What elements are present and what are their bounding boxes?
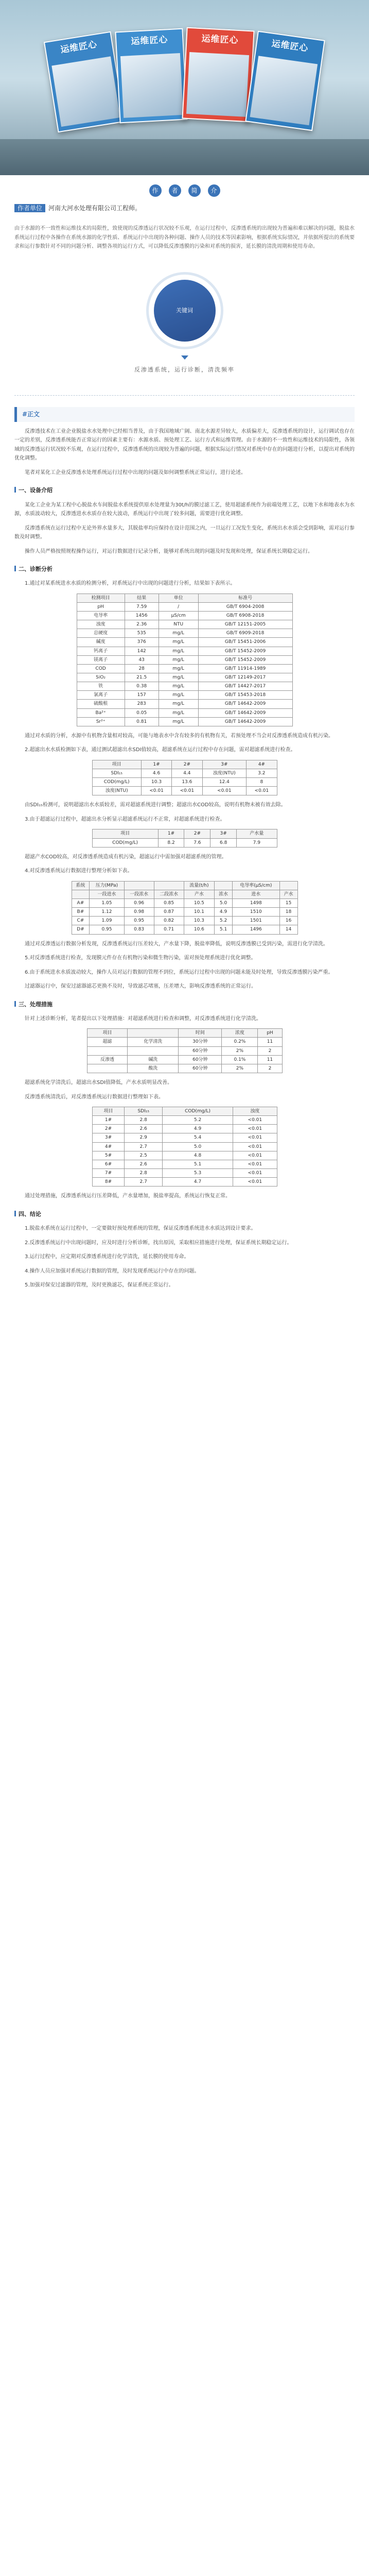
table-row (77, 682, 292, 691)
table-cell: / (159, 602, 198, 611)
table-cell: 碱洗 (128, 1055, 179, 1064)
table-header-cell: 3# (210, 829, 237, 838)
table-cell: 4.9 (215, 908, 233, 917)
table-cell: Sr²⁺ (77, 717, 125, 726)
paragraph: 超滤系统化学清洗后，超滤出水SDI值降低，产水水质明显改善。 (25, 1080, 172, 1086)
table-row (77, 602, 292, 611)
table-cell: 30分钟 (179, 1038, 222, 1046)
table-cell: 8 (247, 778, 277, 787)
table-cell: 2.7 (125, 1178, 162, 1187)
heading: 四、结论 (14, 1209, 355, 1219)
table-row (72, 925, 297, 934)
table-cell: SDI₁₅ (92, 769, 141, 778)
table-header-cell: 浓度 (222, 1029, 258, 1038)
table-row (92, 1178, 277, 1187)
table-header-cell: 4# (247, 760, 277, 769)
tag-char: 介 (208, 184, 220, 197)
after-cleaning-table (92, 1107, 277, 1187)
table-cell: GB/T 14427-2017 (198, 682, 292, 691)
table-cell: GB/T 6909-2018 (198, 629, 292, 638)
table-cell: GB/T 14642-2009 (198, 700, 292, 708)
table-cell: 7.6 (184, 838, 210, 847)
table-cell: 43 (125, 655, 159, 664)
table-cell: 0.87 (154, 908, 184, 917)
table-cell: 0.85 (154, 899, 184, 907)
table-row (87, 1046, 282, 1055)
paragraph: 某化工企业为某工程中心脱盐水车间脱盐水系统提供原水处理量为30t/h的膜过滤工艺，使用超滤系统作为前端处理工艺，以地下水和地表水为水源，水质波动较大，反渗透进水水质存在较大波动，系统运行中出现了较多问题，需要进行优化调整。 (14, 502, 355, 517)
table-cell: 16 (279, 917, 297, 925)
table-cell: Ba²⁺ (77, 708, 125, 717)
table-header-cell (215, 881, 233, 890)
table-cell: 8# (92, 1178, 125, 1187)
paragraph: 6.由于系统进水水质波动较大，操作人员对运行数据的管理不到位，系统运行过程中出现的问题未能及时处理，导致反渗透膜污染严重。 (25, 969, 333, 975)
paragraph: 反渗透技术在工业企业脱盐水水处理中已经相当普及，由于我国地域广阔、南北水源差异较大，水质偏差大，反渗透系统的设计，运行调试也存在一定的差别，反渗透系统能否正常运行的因素主要有：水源水质、预处理工艺、运行方式和运维管理。由于水源的不一致性和运维技术的局限性，各领域的反渗透运行状况较不乐观，在运行过程中，反渗透系统的出现较为普遍的问题，根据实际运行情况对系统中存在的问题进行分析，以提出对系统的优化调整。 (14, 428, 355, 462)
table-cell: 2% (222, 1064, 258, 1073)
table-row (77, 629, 292, 638)
table-cell: mg/L (159, 717, 198, 726)
table-cell (87, 1064, 128, 1073)
table-cell: <0.01 (233, 1160, 277, 1168)
table-cell: 0.1% (222, 1055, 258, 1064)
table-cell: 10.3 (184, 917, 215, 925)
table-header-cell: 二段浓水 (154, 890, 184, 899)
table-cell: 18 (279, 908, 297, 917)
table-cell: 14 (279, 925, 297, 934)
table-header-cell: 项目 (87, 1029, 128, 1038)
table-cell: 535 (125, 629, 159, 638)
table-header-cell: 检测项目 (77, 594, 125, 602)
paragraph: 通过对反渗透运行数据分析发现，反渗透系统运行压差较大，产水量下降，脱盐率降低，说明反渗透膜已受到污染，需进行化学清洗。 (25, 941, 328, 947)
tag-char: 者 (169, 184, 181, 197)
table-cell: 60分钟 (179, 1055, 222, 1064)
uf-cod-table (92, 829, 277, 847)
table-cell: <0.01 (233, 1125, 277, 1133)
table-cell: 浊度(NTU) (202, 769, 247, 778)
table-cell: mg/L (159, 629, 198, 638)
table-cell: 2.7 (125, 1142, 162, 1151)
table-header-cell: 电导率(μS/cm) (232, 881, 279, 890)
paragraph: 1.通过对某系统进水水质的检测分析，对系统运行中出现的问题进行分析，结果如下表所示。 (25, 581, 236, 587)
table-cell: 7.9 (237, 838, 277, 847)
table-cell: 10.3 (141, 778, 171, 787)
table-row (77, 700, 292, 708)
magazine-cover: 运维匠心 (115, 28, 187, 124)
table-cell: COD(mg/L) (92, 778, 141, 787)
section-header: #正文 (14, 407, 355, 422)
table-cell: 1# (92, 1116, 125, 1125)
keywords-ring-text: 关键词 (176, 307, 193, 314)
table-cell: 0.96 (124, 899, 154, 907)
table-row (77, 673, 292, 682)
table-cell: 超滤 (87, 1038, 128, 1046)
table-row (92, 769, 277, 778)
table-cell: 60分钟 (179, 1046, 222, 1055)
paragraph: 通过处理措施，反渗透系统运行压差降低，产水量增加，脱盐率提高，系统运行恢复正常。 (25, 1193, 231, 1199)
table-cell: mg/L (159, 682, 198, 691)
table-row (77, 638, 292, 647)
table-cell: 钙离子 (77, 647, 125, 655)
table-cell: GB/T 15452-2009 (198, 655, 292, 664)
table-cell: <0.01 (247, 787, 277, 795)
table-row (92, 787, 277, 795)
table-cell: <0.01 (172, 787, 202, 795)
table-cell: 28 (125, 664, 159, 673)
table-cell: mg/L (159, 647, 198, 655)
table-cell: <0.01 (202, 787, 247, 795)
table-cell: 6# (92, 1160, 125, 1168)
table-cell: 1498 (232, 899, 279, 907)
table-row (77, 647, 292, 655)
paragraph: 1.脱盐水系统在运行过程中，一定要做好预处理系统的管理，保证反渗透系统进水水质达到设计要求。 (25, 1226, 256, 1232)
table-row (92, 1168, 277, 1177)
table-cell: 碱度 (77, 638, 125, 647)
table-row (87, 1055, 282, 1064)
table-cell: 4.4 (172, 769, 202, 778)
table-cell: 0.71 (154, 925, 184, 934)
table-cell: GB/T 6904-2008 (198, 602, 292, 611)
table-cell: 3.2 (247, 769, 277, 778)
table-row (92, 1151, 277, 1160)
table-cell: 3# (92, 1133, 125, 1142)
table-cell: GB/T 14642-2009 (198, 717, 292, 726)
table-header-cell: 系统 (72, 881, 90, 890)
table-row (77, 717, 292, 726)
heading: 一、设备介绍 (14, 485, 355, 495)
table-row (87, 1064, 282, 1073)
table-cell: 0.83 (124, 925, 154, 934)
table-header-cell (154, 881, 184, 890)
intro-paragraph: 由于水源的不一致性和运维技术的局限性，致使现的反渗透运行状况较不乐观，在运行过程中，反渗透系统的出现较为普遍和难以解决的问题，脱盐水系统运行过程中各操作在系统水源的化学性质、系统运行中出现的各种问题、操作人员的技术等因素影响，根据系统实际情况，并依据所提出的系统要求和运行参数针对不同的问题分析、调整各项的运行方式，可以降低反渗透膜的污染和对系统的损害，延长膜的清洗周期和使用寿命。 (14, 226, 355, 249)
table-cell: 2.9 (125, 1133, 162, 1142)
table-header-cell (72, 890, 90, 899)
table-header-cell: 项目 (92, 760, 141, 769)
table-cell: GB/T 15451-2006 (198, 638, 292, 647)
keywords-badge (146, 272, 223, 349)
table-cell: 5# (92, 1151, 125, 1160)
table-header-cell: 一段浓水 (124, 890, 154, 899)
keywords-line: 反渗透系统，运行诊断，清洗频率 (134, 366, 235, 373)
table-cell: mg/L (159, 655, 198, 664)
table-header-cell: 1# (141, 760, 171, 769)
table-cell: C# (72, 917, 90, 925)
table-row (92, 1160, 277, 1168)
table-cell: COD (77, 664, 125, 673)
table-cell: 2.8 (125, 1168, 162, 1177)
table-cell: SiO₂ (77, 673, 125, 682)
table-cell: 142 (125, 647, 159, 655)
table-cell: 0.05 (125, 708, 159, 717)
table-cell (87, 1046, 128, 1055)
table-cell: 7# (92, 1168, 125, 1177)
table-cell: 反渗透 (87, 1055, 128, 1064)
table-cell: 2% (222, 1046, 258, 1055)
table-row (77, 708, 292, 717)
table-cell: 5.1 (215, 925, 233, 934)
divider (14, 395, 355, 396)
table-cell: <0.01 (141, 787, 171, 795)
table-cell: B# (72, 908, 90, 917)
table-header-cell: pH (258, 1029, 282, 1038)
table-cell: GB/T 6908-2018 (198, 612, 292, 620)
table-cell: 化学清洗 (128, 1038, 179, 1046)
paragraph: 针对上述诊断分析，笔者提出以下处理措施：对超滤系统进行检查和调整，对反渗透系统进行化学清洗。 (25, 1015, 261, 1022)
cleaning-table (87, 1028, 283, 1073)
table-header-cell: 结果 (125, 594, 159, 602)
table-header-cell: 3# (202, 760, 247, 769)
table-cell: 2.5 (125, 1151, 162, 1160)
author-intro-tags (0, 184, 369, 197)
table-cell: 0.81 (125, 717, 159, 726)
tag-char: 简 (188, 184, 201, 197)
table-row (92, 838, 277, 847)
table-row (92, 1133, 277, 1142)
table-cell: 总硬度 (77, 629, 125, 638)
paragraph: 操作人员严格按照规程操作运行，对运行数据进行记录分析，能够对系统出现的问题及时发现和处理，保证系统长期稳定运行。 (25, 548, 313, 554)
author-line (14, 203, 355, 214)
paragraph: 4.操作人员应加强对系统运行数据的管理，及时发现系统运行中存在的问题。 (25, 1268, 200, 1274)
table-cell: GB/T 12151-2005 (198, 620, 292, 629)
table-cell: mg/L (159, 691, 198, 700)
table-cell: 酸洗 (128, 1064, 179, 1073)
table-cell: 1.12 (90, 908, 124, 917)
table-cell: mg/L (159, 708, 198, 717)
table-cell: 10.1 (184, 908, 215, 917)
table-cell: 283 (125, 700, 159, 708)
table-header-cell: 时间 (179, 1029, 222, 1038)
table-cell: 5.0 (162, 1142, 233, 1151)
table-cell: NTU (159, 620, 198, 629)
table-cell: 1.05 (90, 899, 124, 907)
table-header-cell: 产水 (184, 890, 215, 899)
tag-char: 作 (149, 184, 162, 197)
table-header-cell: 项目 (92, 1107, 125, 1116)
table-cell: 21.5 (125, 673, 159, 682)
table-cell: 5.2 (162, 1116, 233, 1125)
table-cell: mg/L (159, 664, 198, 673)
table-cell: 硫酸根 (77, 700, 125, 708)
table-cell: 5.0 (215, 899, 233, 907)
table-row (77, 620, 292, 629)
table-cell: <0.01 (233, 1168, 277, 1177)
table-cell: 1.09 (90, 917, 124, 925)
table-header-cell: 标准号 (198, 594, 292, 602)
table-row (72, 908, 297, 917)
table-cell: 氯离子 (77, 691, 125, 700)
paragraph: 5.对反渗透系统进行检查，发现膜元件存在有机物污染和微生物污染，需对预处理系统进行优化调整。 (25, 955, 256, 961)
author-label: 作者单位 (14, 204, 45, 212)
table-row (87, 1038, 282, 1046)
table-cell: GB/T 14642-2009 (198, 708, 292, 717)
table-cell: 1496 (232, 925, 279, 934)
paragraph: 2.超滤出水水质检测如下表，通过测试超滤出水SDI值较高，超滤系统在运行过程中存在问题，需对超滤系统进行检查。 (25, 747, 296, 753)
table-cell: 5.4 (162, 1133, 233, 1142)
paragraph: 过滤器运行中，保安过滤器滤芯更换不及时，导致滤芯堵塞，压差增大，影响反渗透系统的正常运行。 (25, 984, 256, 990)
table-cell: 13.6 (172, 778, 202, 787)
magazine-cover: 运维匠心 (44, 31, 125, 132)
table-cell: mg/L (159, 700, 198, 708)
table-row (77, 691, 292, 700)
paragraph: 反渗透系统清洗后，对反渗透系统运行数据进行整理如下表。 (25, 1094, 164, 1100)
hero-banner (0, 0, 369, 175)
table-header-cell: 1# (158, 829, 184, 838)
table-cell: D# (72, 925, 90, 934)
table-header-cell: COD(mg/L) (162, 1107, 233, 1116)
table-cell: <0.01 (233, 1133, 277, 1142)
table-cell: 6.8 (210, 838, 237, 847)
table-cell: 4# (92, 1142, 125, 1151)
table-header-cell: 进水 (232, 890, 279, 899)
uf-output-table (92, 760, 277, 796)
table-cell: 4.9 (162, 1125, 233, 1133)
table-cell: 8.2 (158, 838, 184, 847)
paragraph: 由SDI₁₅检测可，说明超滤出水水质较差，需对超滤系统进行调整；超滤出水COD较高，说明有机物未被有效去除。 (25, 802, 286, 808)
table-cell: <0.01 (233, 1116, 277, 1125)
table-cell: 60分钟 (179, 1064, 222, 1073)
table-cell: 5.2 (215, 917, 233, 925)
table-cell: μS/cm (159, 612, 198, 620)
table-cell: 4.7 (162, 1178, 233, 1187)
heading: 三、处理措施 (14, 999, 355, 1009)
table-cell: COD(mg/L) (92, 838, 158, 847)
table-header-cell: 一段进水 (90, 890, 124, 899)
table-cell: 浊度 (77, 620, 125, 629)
table-cell: 2 (258, 1064, 282, 1073)
table-cell: 浊度(NTU) (92, 787, 141, 795)
table-cell: <0.01 (233, 1151, 277, 1160)
table-cell: 0.95 (90, 925, 124, 934)
paragraph: 通过对水质的分析，水源中有机物含量相对较高，可能与地表水中含有较多的有机物有关，若预处理不当会对反渗透系统造成有机污染。 (25, 733, 333, 739)
table-row (72, 917, 297, 925)
table-cell: 2.6 (125, 1125, 162, 1133)
table-header-cell: 流量(t/h) (184, 881, 215, 890)
ro-operation-table (72, 881, 298, 935)
table-row (92, 1125, 277, 1133)
table-cell: 376 (125, 638, 159, 647)
table-row (92, 1142, 277, 1151)
table-header-cell: 浊度 (233, 1107, 277, 1116)
table-cell: 电导率 (77, 612, 125, 620)
table-cell: 4.8 (162, 1151, 233, 1160)
table-row (92, 1116, 277, 1125)
table-cell: 1456 (125, 612, 159, 620)
magazine-cover: 运维匠心 (182, 27, 254, 123)
table-header-cell: 产水 (279, 890, 297, 899)
table-row (92, 778, 277, 787)
table-cell: GB/T 11914-1989 (198, 664, 292, 673)
table-cell: GB/T 15452-2009 (198, 647, 292, 655)
chevron-down-icon (181, 355, 188, 360)
table-cell: 10.6 (184, 925, 215, 934)
table-header-cell: 2# (172, 760, 202, 769)
table-row (72, 899, 297, 907)
table-cell: 157 (125, 691, 159, 700)
table-cell: 1510 (232, 908, 279, 917)
table-row (77, 612, 292, 620)
table-cell: 5.3 (162, 1168, 233, 1177)
table-header-cell (124, 881, 154, 890)
table-cell: 镁离子 (77, 655, 125, 664)
paragraph: 笔者对某化工企业反渗透水处理系统运行过程中出现的问题及如何调整系统正常运行，进行论述。 (25, 469, 246, 476)
table-cell: 15 (279, 899, 297, 907)
table-cell: 0.98 (124, 908, 154, 917)
paragraph: 2.反渗透系统运行中出现问题时，应及时进行分析诊断，找出原因，采取相应措施进行处理，保证系统长期稳定运行。 (25, 1240, 292, 1246)
table-cell: pH (77, 602, 125, 611)
table-cell: 0.82 (154, 917, 184, 925)
table-cell: 7.59 (125, 602, 159, 611)
table-cell: 11 (258, 1038, 282, 1046)
paragraph: 5.加强对保安过滤器的管理，及时更换滤芯，保证系统正常运行。 (25, 1282, 174, 1289)
table-cell: 4.6 (141, 769, 171, 778)
author-value: 河南大河水处理有限公司工程师。 (48, 205, 142, 212)
paragraph: 反渗透系统在运行过程中无论外界水量多大，其脱盐率均应保持在设计范围之内，一旦运行工况发生变化，系统出水水质会受到影响，需对运行参数及时调整。 (14, 525, 355, 540)
table-header-cell: 项目 (92, 829, 158, 838)
table-cell: 2.8 (125, 1116, 162, 1125)
table-header-cell (279, 881, 297, 890)
table-header-cell: 2# (184, 829, 210, 838)
table-cell: 2.36 (125, 620, 159, 629)
table-cell: GB/T 15453-2018 (198, 691, 292, 700)
table-cell: GB/T 12149-2017 (198, 673, 292, 682)
heading: 二、诊断分析 (14, 564, 355, 574)
paragraph: 3.由于超滤运行过程中，超滤出水分析显示超滤系统运行不正常，对超滤系统进行检查。 (25, 816, 225, 822)
paragraph: 3.运行过程中，应定期对反渗透系统进行化学清洗，延长膜的使用寿命。 (25, 1254, 189, 1260)
table-cell: <0.01 (233, 1178, 277, 1187)
table-header-cell: 浓水 (215, 890, 233, 899)
table-cell: mg/L (159, 638, 198, 647)
table-row (77, 655, 292, 664)
table-cell: 0.2% (222, 1038, 258, 1046)
table-header-cell: 压力(MPa) (90, 881, 124, 890)
table-cell: 铁 (77, 682, 125, 691)
table-row (77, 664, 292, 673)
table-cell: <0.01 (233, 1142, 277, 1151)
table-cell: 5.1 (162, 1160, 233, 1168)
table-cell: 12.4 (202, 778, 247, 787)
table-cell: 1501 (232, 917, 279, 925)
hero-table-surface (0, 139, 369, 175)
paragraph: 4.对反渗透系统运行数据进行整理分析如下表。 (25, 868, 133, 874)
table-cell: mg/L (159, 673, 198, 682)
table-cell: 0.38 (125, 682, 159, 691)
table-cell: 2 (258, 1046, 282, 1055)
magazine-cover: 运维匠心 (245, 31, 325, 131)
table-header-cell: SDI₁₅ (125, 1107, 162, 1116)
table-header-cell: 产水量 (237, 829, 277, 838)
table-cell: 0.95 (124, 917, 154, 925)
water-quality-table (77, 594, 293, 726)
table-header-cell (128, 1029, 179, 1038)
table-cell: 2# (92, 1125, 125, 1133)
table-header-cell: 单位 (159, 594, 198, 602)
paragraph: 超滤产水COD较高，对反渗透系统造成有机污染，超滤运行中需加强对超滤系统的管理。 (25, 854, 227, 860)
table-cell: A# (72, 899, 90, 907)
table-cell: 10.5 (184, 899, 215, 907)
table-cell: 11 (258, 1055, 282, 1064)
table-cell (128, 1046, 179, 1055)
table-cell: 2.6 (125, 1160, 162, 1168)
